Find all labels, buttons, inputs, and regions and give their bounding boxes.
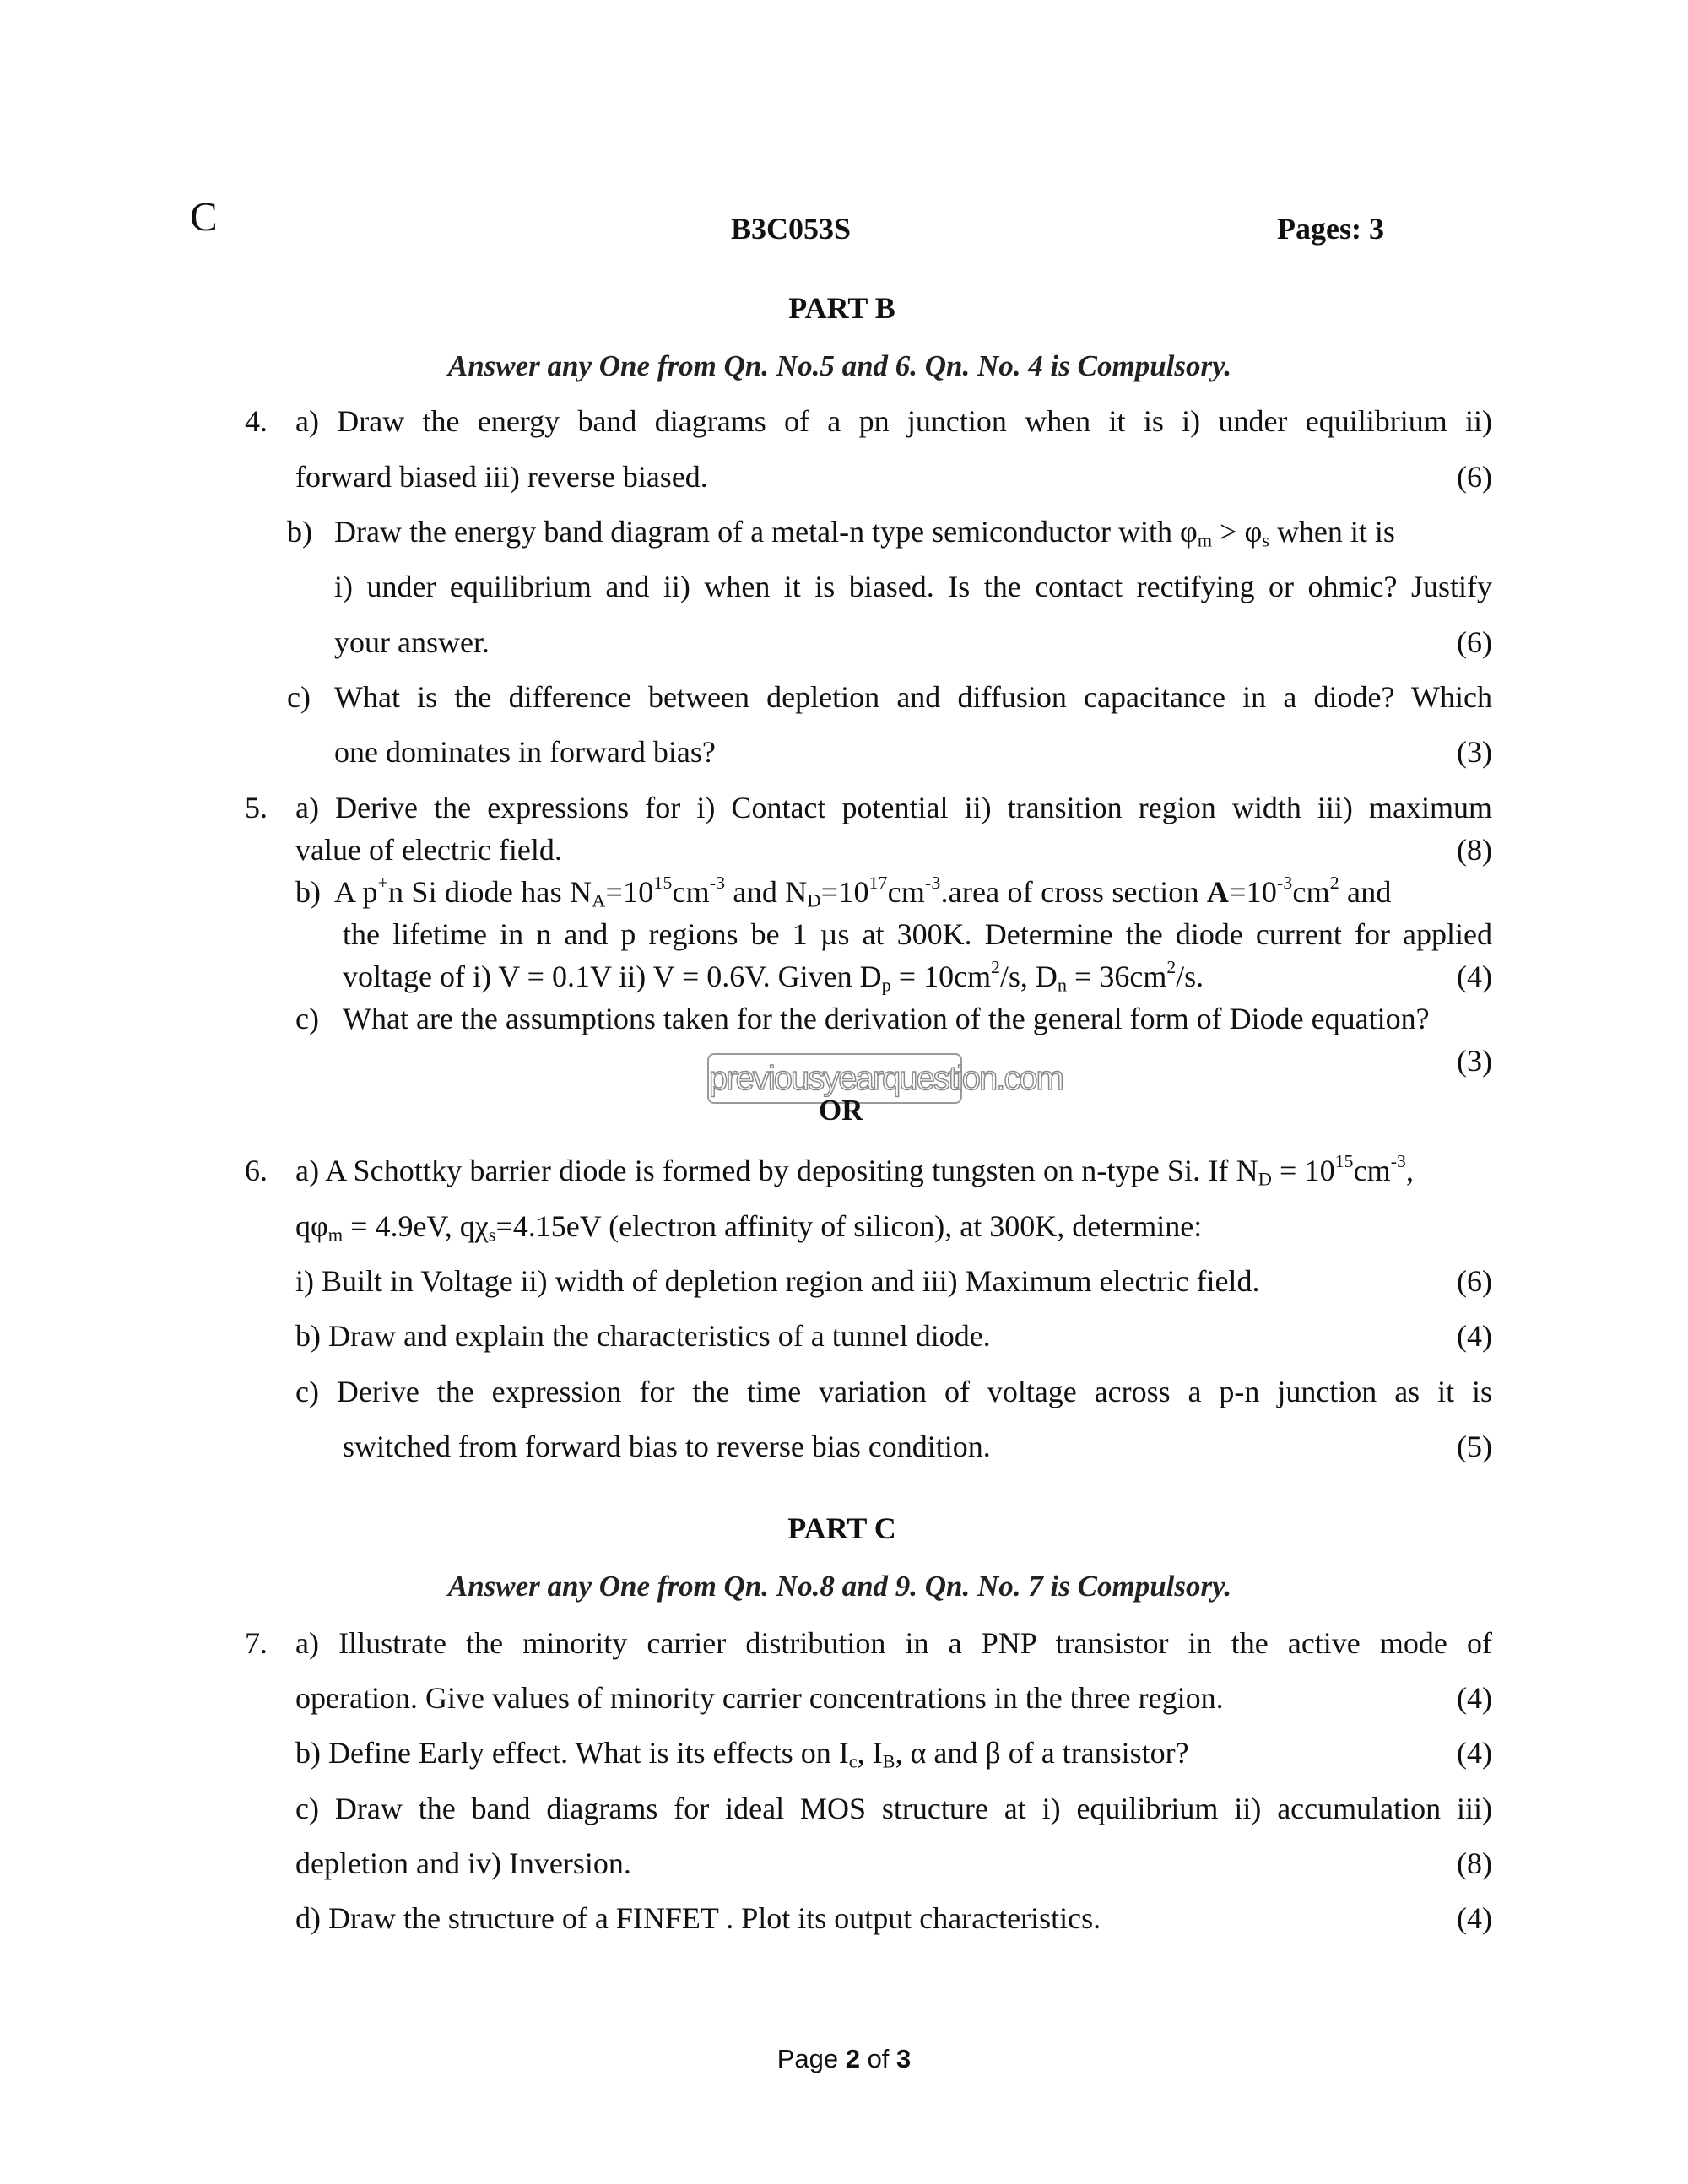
q7a-line2: operation. Give values of minority carrier concentrations in the three region. bbox=[295, 1681, 1224, 1715]
question-number: 7. bbox=[245, 1626, 268, 1660]
q4a-line2: forward biased iii) reverse biased. bbox=[295, 460, 708, 494]
marks: (4) bbox=[1457, 1681, 1492, 1715]
marks: (8) bbox=[1457, 833, 1492, 867]
q7d-line: d) Draw the structure of a FINFET . Plot its output characteristics. bbox=[295, 1901, 1101, 1935]
marks: (4) bbox=[1457, 1736, 1492, 1770]
marks: (6) bbox=[1457, 625, 1492, 659]
marks: (3) bbox=[1457, 735, 1492, 769]
marks: (6) bbox=[1457, 460, 1492, 494]
q5c-line1: What are the assumptions taken for the derivation of the general form of Diode equation? bbox=[343, 1002, 1430, 1035]
exam-page: C B3C053S Pages: 3 PART B Answer any One from Qn. No.5 and 6. Qn. No. 4 is Compulsory. 4. a) Draw the energy band diagrams of a pn junction when it is i) under equilibrium ii) forward biased iii) reverse biased. (6) b) Draw the energy band diagram of a metal-n type semiconductor with $\varphi_m > \varphi_s$ when it is i) under equilibrium and ii) when it is biased. Is the contact rectifying or ohmic? Justify your answer. (6) c) What is the difference between depletion and diffusion capacitance in a diode? Which one dominates in forward bias? (3) 5. a) Derive the expressions for i) Contact potential ii) transition region width iii) maximum value of electric field. (8) b) A p+n Si diode has $N_A=10^{15}cm^{-3}$ and $N_D=10^{17}cm^{-3}.area$ of cross section $A=10^{-3}cm^2$ and the lifetime in n and p regions be 1 µs at 300K. Determine the diode current for applied voltage of i) V = 0.1V ii) V = 0.6V. Given $D_p = 10cm^2/s$, $D_n = 36cm^2/s$. (4) c) What are the assumptions taken for the derivation of the general form of Diode equation? (3) previousyearquestion.com OR 6. a) A Schottky barrier diode is formed by depositing tungsten on n-type Si. If $N_D = 10^{15}cm^{-3}$, $q\varphi_m = 4.9eV$, $q\chi_s=4.15eV$ (electron affinity of silicon), at 300K, determine: i) Built in Voltage ii) width of depletion region and iii) Maximum electric field. (6) b) Draw and explain the characteristics of a tunnel diode. (4) c) Derive the expression for the time variation of voltage across a p-n junction as it is switched from forward bias to reverse bias condition. (5) PART C Answer any One from Qn. No.8 and 9. Qn. No. 7 is Compulsory. 7. a) Illustrate the minority carrier distribution in a PNP transistor in the active mode of operation. Give values of minority carrier concentrations in the three region. (4) b) Define Early effect. What is its effects on $I_c$, $I_B$, α and β of a transistor? (4) c) Draw the band diagrams for ideal MOS structure at i) equilibrium ii) accumulation iii) depletion and iv) Inversion. (8) d) Draw the structure of a FINFET . Plot its output characteristics. (4) Page 2 of 3 bbox=[0, 0, 1688, 2184]
q7c-line1: c) Draw the band diagrams for ideal MOS structure at i) equilibrium ii) accumulation iii) bbox=[295, 1792, 1492, 1825]
question-number: 5. bbox=[245, 791, 268, 824]
q4b-line2: i) under equilibrium and ii) when it is biased. Is the contact rectifying or ohmic? Justify bbox=[334, 570, 1492, 603]
q7a-line1: a) Illustrate the minority carrier distribution in a PNP transistor in the active mode of bbox=[295, 1626, 1492, 1660]
q5a-line1: a) Derive the expressions for i) Contact potential ii) transition region width iii) maximum bbox=[295, 791, 1492, 824]
marks: (4) bbox=[1457, 1901, 1492, 1935]
q6a-line3: i) Built in Voltage ii) width of depletion region and iii) Maximum electric field. bbox=[295, 1264, 1260, 1298]
q4b-line3: your answer. bbox=[334, 625, 490, 659]
marks: (6) bbox=[1457, 1264, 1492, 1298]
or-separator: OR bbox=[819, 1094, 863, 1127]
marks: (5) bbox=[1457, 1430, 1492, 1463]
part-c-instruction: Answer any One from Qn. No.8 and 9. Qn. No. 7 is Compulsory. bbox=[447, 1570, 1232, 1603]
part-b-title: PART B bbox=[788, 291, 895, 325]
q6b-line: b) Draw and explain the characteristics of a tunnel diode. bbox=[295, 1319, 991, 1353]
q4c-line1: What is the difference between depletion and diffusion capacitance in a diode? Which bbox=[334, 680, 1492, 714]
marks: (4) bbox=[1457, 960, 1492, 993]
watermark-logo: previousyearquestion.com bbox=[707, 1053, 962, 1104]
paper-code: B3C053S bbox=[731, 212, 852, 246]
q6c-line1: c) Derive the expression for the time variation of voltage across a p-n junction as it is bbox=[295, 1375, 1492, 1408]
marks: (3) bbox=[1457, 1044, 1492, 1078]
q6a-line1: a) A Schottky barrier diode is formed by depositing tungsten on n-type Si. If $N_D = 10^{15}cm^{-3}$, bbox=[295, 1150, 1415, 1190]
part-c-title: PART C bbox=[787, 1511, 896, 1545]
page-count: Pages: 3 bbox=[1277, 212, 1384, 246]
marks: (4) bbox=[1457, 1319, 1492, 1353]
q7c-line2: depletion and iv) Inversion. bbox=[295, 1846, 631, 1880]
q4c-line2: one dominates in forward bias? bbox=[334, 735, 716, 769]
question-set-letter: C bbox=[190, 193, 218, 240]
q6c-line2: switched from forward bias to reverse bias condition. bbox=[343, 1430, 991, 1463]
q5b-line2: the lifetime in n and p regions be 1 µs at 300K. Determine the diode current for applied bbox=[343, 917, 1492, 951]
part-b-instruction: Answer any One from Qn. No.5 and 6. Qn. No. 4 is Compulsory. bbox=[447, 349, 1232, 382]
q4a-line1: a) Draw the energy band diagrams of a pn junction when it is i) under equilibrium ii) bbox=[295, 404, 1492, 438]
question-number: 6. bbox=[245, 1154, 268, 1187]
question-number: 4. bbox=[245, 404, 268, 438]
page-footer: Page 2 of 3 bbox=[776, 2044, 912, 2073]
q5a-line2: value of electric field. bbox=[295, 833, 562, 867]
marks: (8) bbox=[1457, 1846, 1492, 1880]
